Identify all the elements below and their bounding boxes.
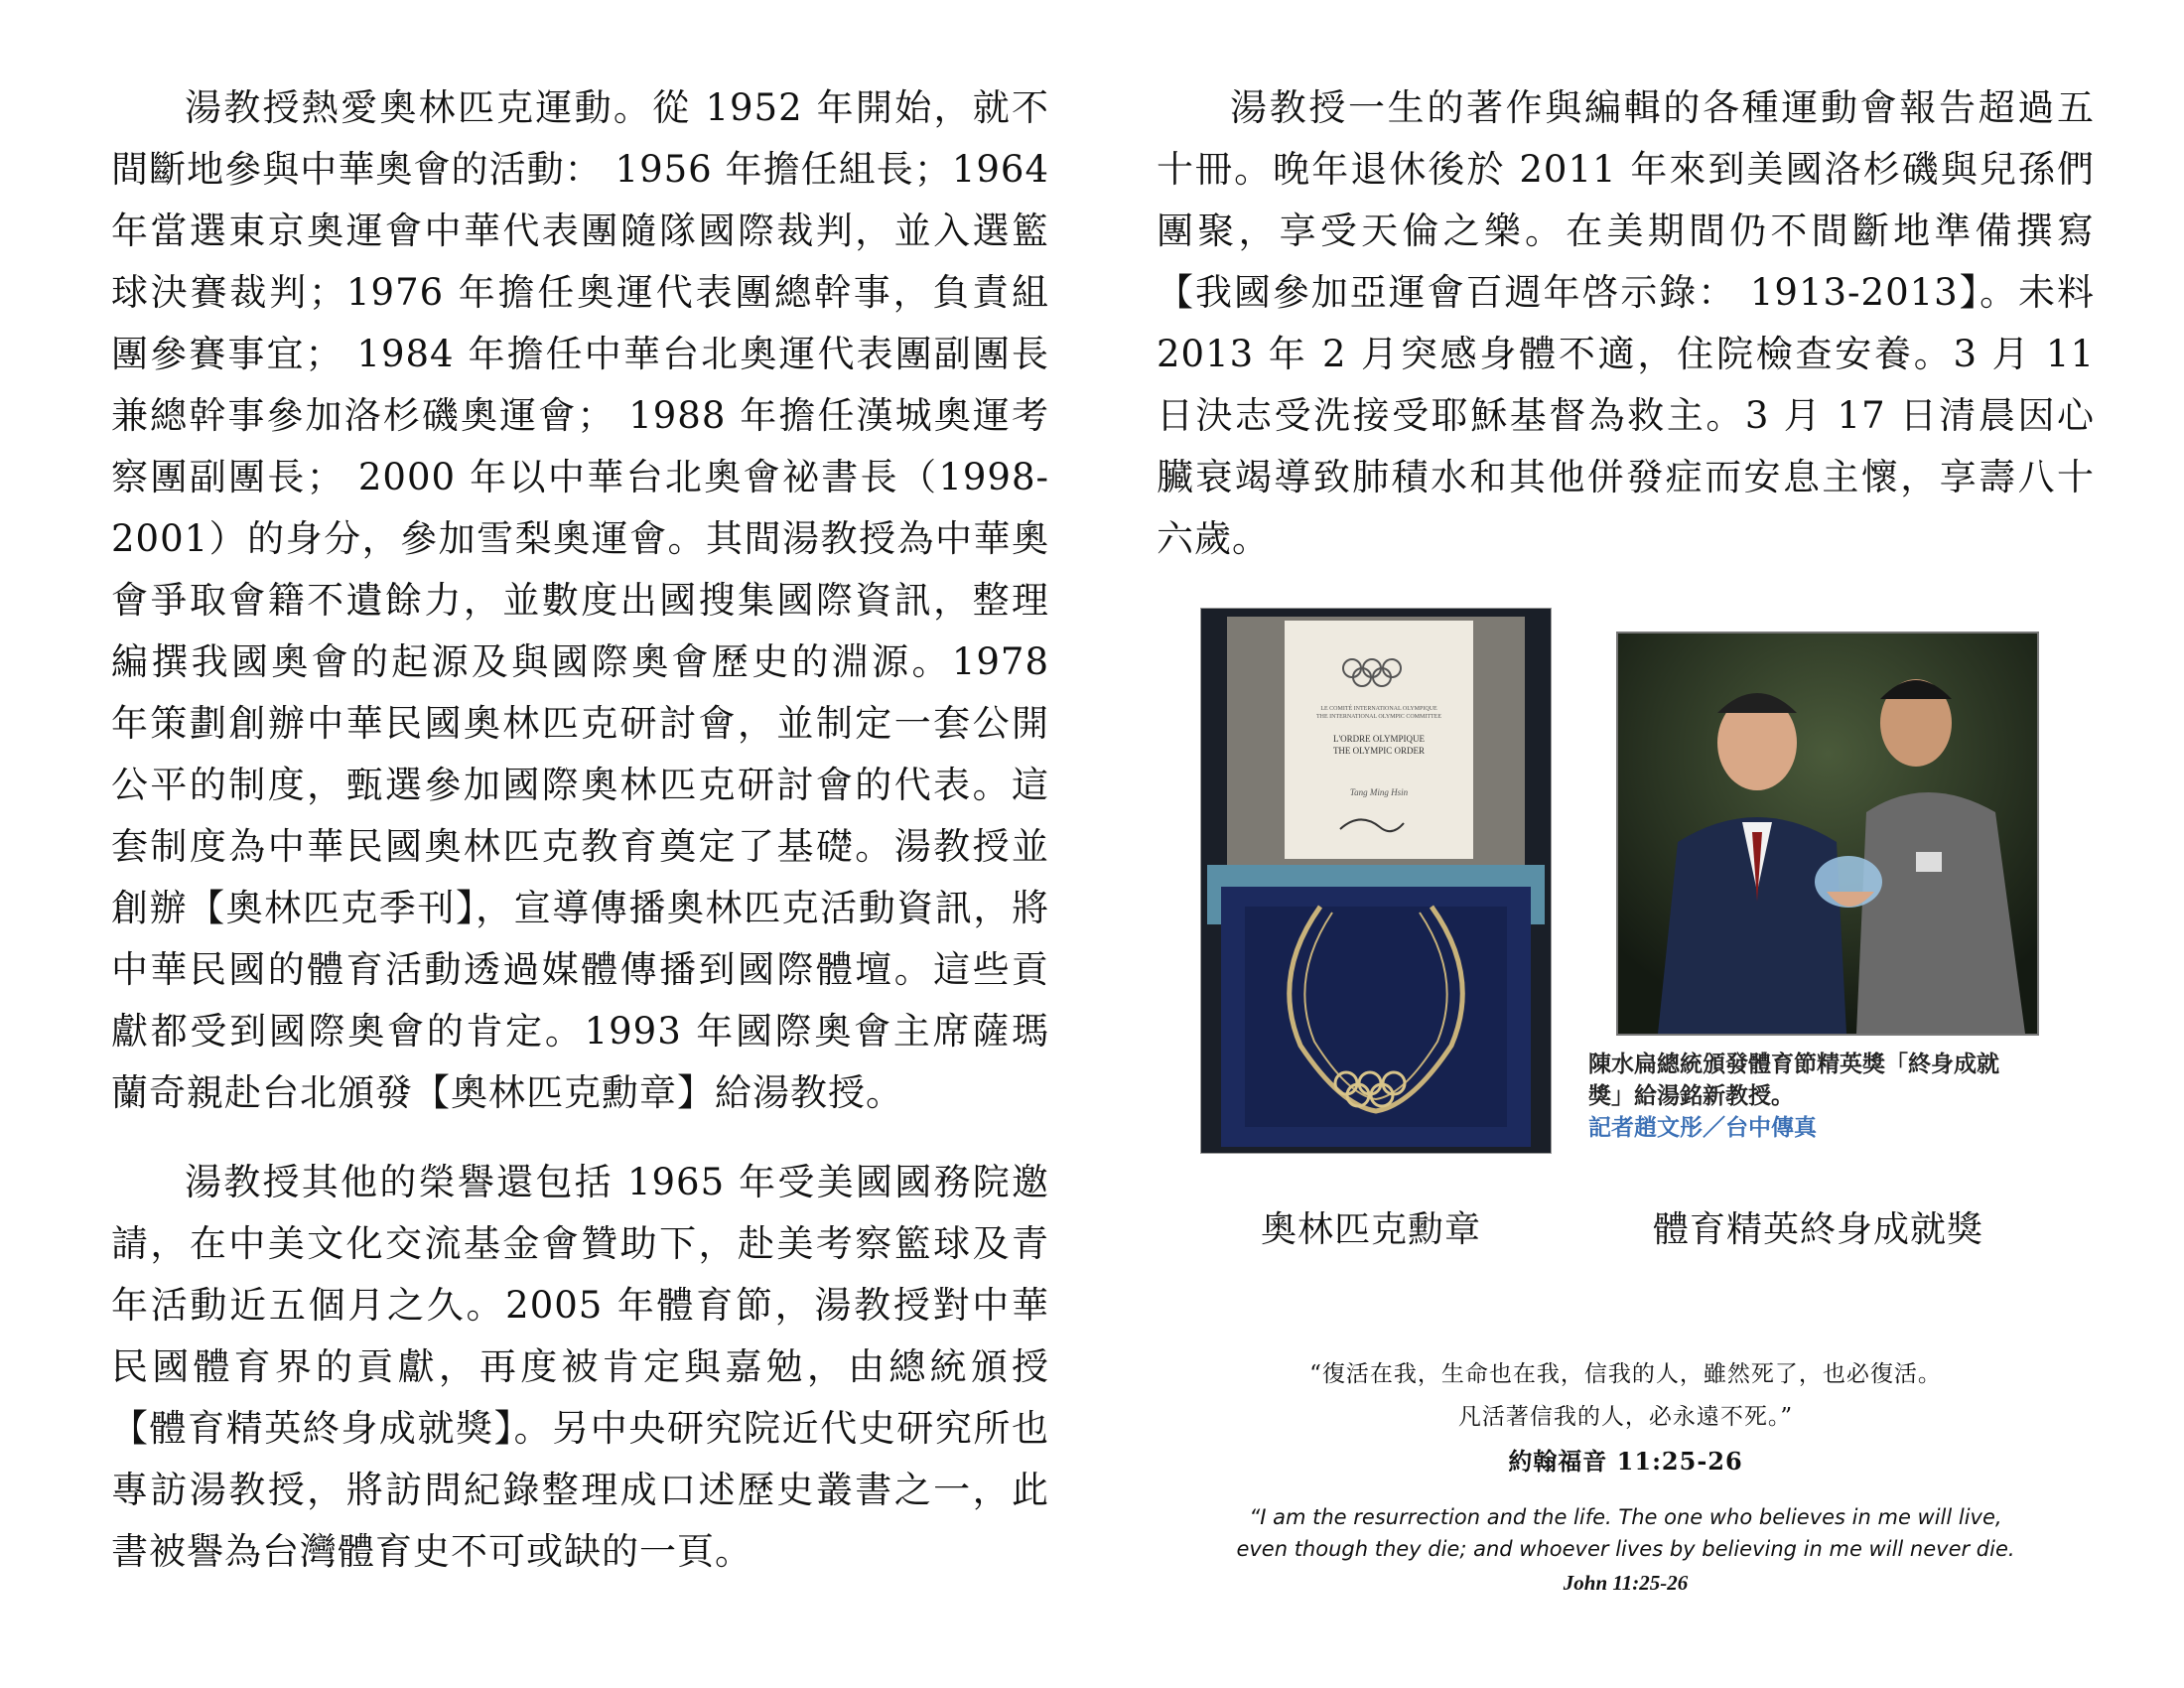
verse-english-line-2: even though they die; and whoever lives by believing in me will never die.: [1236, 1537, 2015, 1561]
body-paragraph-later-life: 湯教授一生的著作與編輯的各種運動會報告超過五十冊。晚年退休後於 2011 年來到美國洛杉磯與兒孫們團聚，享受天倫之樂。在美期間仍不間斷地準備撰寫【我國參加亞運會百週年啓示錄： 1913-2013】。未料 2013 年 2 月突感身體不適，住院檢查安養。3 月 11 日決志受洗接受耶穌基督為救主。3 月 17 日清晨因心臟衰竭導致肺積水和其他併發症而安息主懷，享壽八十六歲。: [1157, 86, 2095, 560]
certificate-text-1: LE COMITÉ INTERNATIONAL OLYMPIQUE: [1320, 706, 1437, 712]
verse-chinese-line-1: “復活在我，生命也在我，信我的人，雖然死了，也必復活。: [1309, 1361, 1942, 1387]
verse-english-reference: John 11:25-26: [1563, 1571, 1689, 1595]
certificate-text-4: THE OLYMPIC ORDER: [1332, 746, 1426, 756]
verse-english-line-1: “I am the resurrection and the life. The one who believes in me will live,: [1249, 1505, 2002, 1529]
left-column: [111, 77, 1049, 1583]
award-ceremony-photo: [1616, 632, 2039, 1036]
body-paragraph-honors: 湯教授其他的榮譽還包括 1965 年受美國國務院邀請，在中美文化交流基金會贊助下，赴美考察籃球及青年活動近五個月之久。2005 年體育節，湯教授對中華民國體育界的貢獻，再度被肯定與嘉勉，由總統頒授【體育精英終身成就獎】。另中央研究院近代史研究所也專訪湯教授，將訪問紀錄整理成口述歷史叢書之一，此書被譽為台灣體育史不可或缺的一頁。: [111, 1161, 1049, 1573]
certificate-text-2: THE INTERNATIONAL OLYMPIC COMMITTEE: [1316, 714, 1441, 720]
certificate-text-3: L'ORDRE OLYMPIQUE: [1333, 734, 1425, 744]
award-caption-text: 陳水扁總統頒發體育節精英獎「終身成就獎」給湯銘新教授。: [1588, 1052, 1999, 1109]
verse-chinese-reference: 約翰福音 11:25-26: [1508, 1447, 1743, 1476]
medal-photo-label: 奧林匹克勳章: [1261, 1209, 1482, 1250]
right-column: [1157, 77, 2095, 570]
verse-chinese-line-2: 凡活著信我的人，必永遠不死。”: [1457, 1404, 1794, 1430]
award-photo-credit: 記者趙文彤／台中傳真: [1588, 1115, 1817, 1141]
certificate-text-5: Tang Ming Hsin: [1349, 787, 1409, 797]
award-photo-caption: [1588, 1049, 2025, 1144]
body-paragraph-olympic: 湯教授熱愛奧林匹克運動。從 1952 年開始，就不間斷地參與中華奧會的活動： 1956 年擔任組長；1964 年當選東京奧運會中華代表團隨隊國際裁判，並入選籃球決賽裁判；1976 年擔任奧運代表團總幹事，負責組團參賽事宜； 1984 年擔任中華台北奧運代表團副團長兼總幹事參加洛杉磯奧運會； 1988 年擔任漢城奧運考察團副團長； 2000 年以中華台北奧會祕書長（1998-2001）的身分，參加雪梨奧運會。其間湯教授為中華奧會爭取會籍不遺餘力，並數度出國搜集國際資訊，整理編撰我國奧會的起源及與國際奧會歷史的淵源。1978 年策劃創辦中華民國奧林匹克研討會，並制定一套公開公平的制度，甄選參加國際奧林匹克研討會的代表。這套制度為中華民國奧林匹克教育奠定了基礎。湯教授並創辦【奧林匹克季刊】，宣導傳播奧林匹克活動資訊，將中華民國的體育活動透過媒體傳播到國際體壇。這些貢獻都受到國際奧會的肯定。1993 年國際奧會主席薩瑪蘭奇親赴台北頒發【奧林匹克勳章】給湯教授。: [111, 86, 1049, 1114]
olympic-order-medal-photo: [1200, 608, 1552, 1154]
award-photo-label: 體育精英終身成就獎: [1653, 1209, 1984, 1250]
